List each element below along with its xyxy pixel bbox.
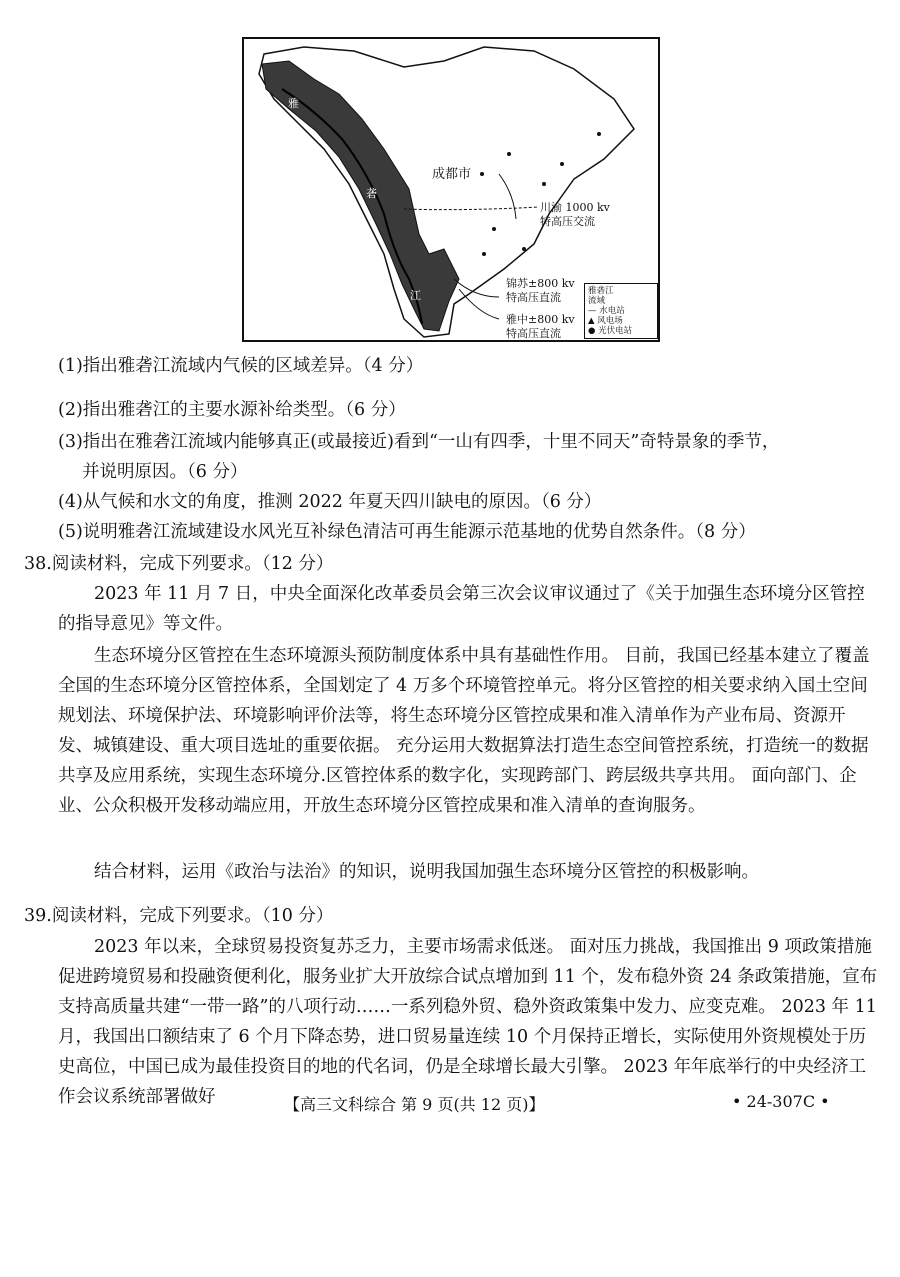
footer-code: • 24-307C • [732,1092,830,1111]
footer-page-info: 【高三文科综合 第 9 页(共 12 页)】 [284,1095,545,1114]
q39-para1: 2023 年以来，全球贸易投资复苏乏力，主要市场需求低迷。 面对压力挑战，我国推出 9 项政策措施促进跨境贸易和投融资便利化，服务业扩大开放综合试点增加到 11 个，发布稳外资 24 条政策措施，宣布支持高质量共建“一带一路”的八项行动……一系列稳外贸、稳外资政策集中发力、应变克难。 2023 年 11 月，我国出口额结束了 6 个月下降态势，进口贸易量连续 10 个月保持正增长，实际使用外资规模处于历史高位，中国已成为最佳投资目的地的代名词，仍是全球增长最大引擎。 2023 年年底举行的中央经济工作会议系统部署做好 [58,937,878,1107]
line-jinsu-label-2: 特高压直流 [506,291,561,304]
legend-item: ● 光伏电站 [588,326,633,336]
line-chuanyu-label: 川渝 1000 kv [540,201,610,214]
q38-para2: 生态环境分区管控在生态环境源头预防制度体系中具有基础性作用。 目前，我国已经基本建立了覆盖全国的生态环境分区管控体系，全国划定了 4 万多个环境管控单元。将分区管控的相关要求纳入国土空间规划法、环境保护法、环境影响评价法等，将生态环境分区管控成果和准入清单作为产业布局、资源开发、城镇建设、重大项目选址的重要依据。 充分运用大数据算法打造生态空间管控系统，打造统一的数据共享及应用系统，实现生态环境分.区管控体系的数字化，实现跨部门、跨层级共享共用。 面向部门、企业、公众积极开发移动端应用，开放生态环境分区管控成果和准入清单的查询服务。 [58,646,870,816]
q37-sub2: (2)指出雅砻江的主要水源补给类型。（6 分） [58,400,406,420]
q38-title: 38.阅读材料，完成下列要求。（12 分） [24,554,334,574]
map-figure [242,37,660,342]
river-char-2: 砻 [366,187,377,200]
q37-sub5: (5)说明雅砻江流域建设水风光互补绿色清洁可再生能源示范基地的优势自然条件。（8 分） [58,522,756,542]
line-yazhong-label: 雅中±800 kv [506,313,575,326]
legend-item: ▲ 风电场 [588,316,623,326]
legend-item: 流域 [588,296,606,306]
q38-para3: 结合材料，运用《政治与法治》的知识，说明我国加强生态环境分区管控的积极影响。 [94,862,759,882]
q39-title: 39.阅读材料，完成下列要求。（10 分） [24,906,334,926]
line-yazhong-label-2: 特高压直流 [506,327,561,340]
q37-sub3: (3)指出在雅砻江流域内能够真正(或最接近)看到“一山有四季，十里不同天”奇特景象的季节， [58,432,780,452]
q37-sub3-cont: 并说明原因。（6 分） [82,462,248,482]
map-legend [584,283,658,339]
city-label: 成都市 [432,167,472,182]
line-jinsu-label: 锦苏±800 kv [506,277,575,290]
river-char-1: 雅 [288,97,299,110]
legend-item: 雅砻江 [588,286,614,296]
q38-para1: 2023 年 11 月 7 日，中央全面深化改革委员会第三次会议审议通过了《关于加强生态环境分区管控的指导意见》等文件。 [58,584,865,634]
q37-sub1: (1)指出雅砻江流域内气候的区域差异。（4 分） [58,356,424,376]
line-chuanyu-label-2: 特高压交流 [540,215,595,228]
q37-sub4: (4)从气候和水文的角度，推测 2022 年夏天四川缺电的原因。（6 分） [58,492,602,512]
river-char-3: 江 [410,289,421,302]
legend-item: — 水电站 [588,306,625,316]
